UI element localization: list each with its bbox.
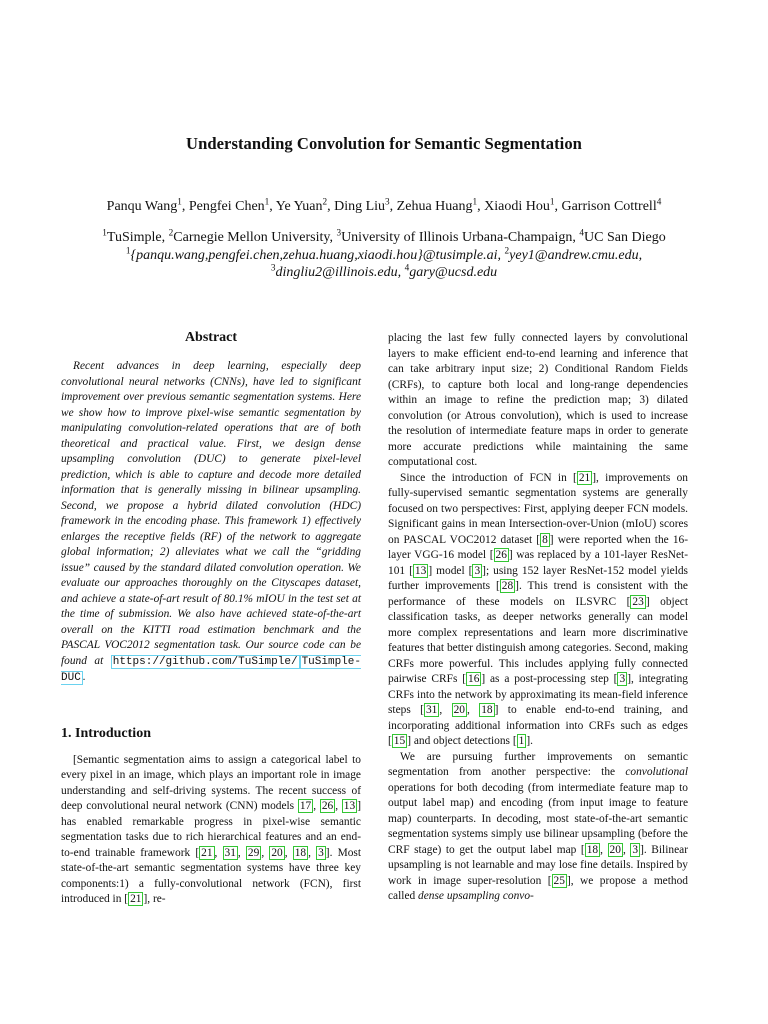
affiliation-marker: 4 [656, 196, 662, 207]
abstract-heading: Abstract [184, 330, 238, 345]
citation-link[interactable]: 20 [271, 846, 283, 859]
emphasis-text: dense upsampling convo- [418, 890, 534, 902]
email-address: {panqu.wang,pengfei.chen,zehua.huang,xiaodi.hou}@tusimple.ai, [130, 248, 505, 263]
author-name: Panqu Wang [106, 199, 178, 214]
intro-paragraph-1: [Semantic segmentation aims to assign a categorical label to every pixel in an image, which plays an important role in image understanding and self-driving systems. The recent success of deep convolutional neural network (CNN) models 17 , 26 , 13 ] has enabled remarkable progress in pixel-wise semantic segmentation tasks due to rich hierarchical features and an end-to-end trainable framework [ 21 , 31 , 29 , 20 , 18 , 3 ]. Most state-of-the-art semantic segmentation systems have three key components:1) a fully-convolutional network (FCN), first introduced in [ 21 ], re- [61, 753, 362, 905]
author-name: Ye Yuan [275, 199, 323, 214]
citation-link[interactable]: 26 [495, 549, 507, 561]
email-address: yey1@andrew.cmu.edu, [509, 248, 643, 263]
citation-link[interactable]: 21 [201, 846, 213, 859]
emphasis-text: convolutional [625, 766, 688, 778]
citation-link[interactable]: 8 [542, 533, 548, 546]
email-line-1 [0, 245, 768, 264]
left-column [61, 329, 361, 908]
email-address: gary@ucsd.edu [409, 265, 498, 280]
citation-link[interactable]: 18 [481, 704, 493, 716]
citation-link[interactable]: 18 [586, 843, 599, 856]
affiliation-marker: 3 [336, 227, 342, 238]
affiliation-marker: 1 [177, 196, 182, 207]
email-address: dingliu2@illinois.edu, [275, 265, 405, 280]
citation-link[interactable]: 25 [553, 874, 565, 887]
citation-link[interactable]: 13 [343, 800, 356, 812]
citation-link[interactable]: 31 [425, 704, 438, 716]
author-name: Garrison Cottrell [561, 199, 657, 214]
affiliation-marker: 1 [125, 245, 131, 256]
affiliation-name: University of Illinois Urbana-Champaign [341, 230, 573, 245]
abstract-text: Recent advances in deep learning, especially deep convolutional neural networks (CNNs), have led to significant improvement over previous semantic segmentation systems. Here we show how to improve pixel-wise semantic segmentation by manipulating convolution-related operations that are of both theoretical and practical value. First, we design dense upsampling convolution (DUC) to generate pixel-level prediction, which is able to capture and decode more detailed information that is generally missing in bilinear upsampling. Second, we propose a hybrid dilated convolution (HDC) framework in the encoding phase. This framework 1) effectively enlarges the receptive fields (RF) of the network to aggregate global information; 2) alleviates what we call the “gridding issue” caused by the standard dilated convolution operation. We evaluate our approaches thoroughly on the Cityscapes dataset, and achieve a state-of-art result of 80.1% mIOU in the test set at the time of submission. We also have achieved state-of-the-art overall on the KITTI road estimation benchmark and the PASCAL VOC2012 segmentation task. Our source code can be found at https://github.com/TuSimple/ TuSimple-DUC . [61, 360, 361, 684]
citation-link[interactable]: 16 [468, 673, 480, 685]
citation-link[interactable]: 23 [632, 595, 644, 608]
citation-link[interactable]: 20 [609, 843, 621, 856]
author-name: Pengfei Chen [188, 199, 265, 214]
url-link[interactable]: https://github.com/TuSimple/ [112, 655, 298, 668]
affiliation-name: Carnegie Mellon University [173, 230, 330, 245]
citation-link[interactable]: 20 [453, 704, 465, 716]
author-name: Xiaodi Hou [484, 199, 550, 214]
email-line-2 [0, 262, 768, 281]
affiliation-marker: 3 [270, 262, 276, 273]
citation-link[interactable]: 28 [501, 580, 514, 592]
citation-link[interactable]: 15 [393, 735, 406, 747]
citation-link[interactable]: 13 [414, 564, 427, 577]
citation-link[interactable]: 31 [224, 846, 236, 859]
section-heading-introduction: 1. Introduction [61, 725, 151, 741]
citation-link[interactable]: 1 [518, 735, 525, 747]
citation-link[interactable]: 26 [321, 800, 334, 812]
right-column [388, 331, 688, 905]
affiliation-list: $^1$TuSimple, $^2$Carnegie Mellon University, $^3$University of Illinois Urbana-Champaign, $^4$UC San Diego [102, 227, 666, 245]
affiliation-marker: 4 [579, 227, 585, 238]
affiliation-marker: 3 [385, 196, 390, 207]
citation-link[interactable]: 3 [619, 673, 626, 685]
author-name: Zehua Huang [396, 199, 473, 214]
affiliation-marker: 1 [549, 196, 555, 207]
affiliation-marker: 2 [168, 227, 174, 238]
citation-link[interactable]: 21 [130, 893, 142, 905]
affiliation-name: TuSimple [106, 230, 162, 245]
affiliation-marker: 1 [472, 196, 478, 207]
affiliation-marker: 4 [404, 262, 410, 273]
affiliation-marker: 2 [322, 196, 328, 207]
author-name: Ding Liu [334, 199, 386, 214]
affiliation-marker: 2 [504, 245, 510, 256]
citation-link[interactable]: 3 [318, 846, 324, 859]
url-link[interactable]: TuSimple-DUC [61, 655, 361, 684]
citation-link[interactable]: 21 [578, 471, 591, 484]
intro-paragraph-2: Since the introduction of FCN in [ 21 ], improvements on fully-supervised semantic segmentation systems are generally focused on two perspectives: First, applying deeper FCN models. Significant gains in mean Intersection-over-Union (mIoU) scores on PASCAL VOC2012 dataset [ 8 ] were reported when the 16-layer VGG-16 model [ 26 ] was replaced by a 101-layer ResNet-101 [ 13 ] model [ 3 ]; using 152 layer ResNet-152 model yields further improvements [ 28 ]. This trend is consistent with the performance of these models on ILSVRC [ 23 ] object classification tasks, as deeper networks generally can model more complex representations and learn more discriminative features that better distinguish among categories. Second, making CRFs more powerful. This includes applying fully connected pairwise CRFs [ 16 ] as a post-processing step [ 3 ], integrating CRFs into the network by approximating its mean-field inference steps [ 31 , 20 , 18 ] to enable end-to-end training, and incorporating additional information into CRFs such as edges [ 15 ] and object detections [ 1 ]. [388, 471, 688, 747]
citation-link[interactable]: 3 [632, 843, 639, 856]
citation-link[interactable]: 29 [247, 846, 260, 859]
affiliation-marker: 1 [264, 196, 270, 207]
citation-link[interactable]: 17 [299, 800, 312, 812]
author-list: Panqu Wang$^1$, Pengfei Chen$^1$, Ye Yuan$^2$, Ding Liu$^3$, Zehua Huang$^1$, Xiaodi Hou$^1$, Garrison Cottrell$^4$ [106, 196, 662, 214]
affiliation-name: UC San Diego [584, 230, 666, 245]
citation-link[interactable]: 3 [474, 564, 481, 577]
intro-paragraph-1-continued: placing the last few fully connected layers by convolutional layers to make efficient end-to-end learning and inference that can take arbitrary input size; 2) Conditional Random Fields (CRFs), to capture both local and long-range dependencies within an image to refine the prediction map; 3) dilated convolution (or Atrous convolution), which is used to increase the resolution of intermediate feature maps in order to generate more accurate predictions while maintaining the same computational cost. [388, 332, 688, 468]
affiliation-marker: 1 [102, 227, 107, 238]
paper-title: Understanding Convolution for Semantic Segmentation [186, 134, 582, 153]
intro-paragraph-3: We are pursuing further improvements on semantic segmentation from another perspective: the convolutional operations for both decoding (from intermediate feature map to output label map) and encoding (from input image to feature map) counterparts. In decoding, most state-of-the-art semantic segmentation systems simply use bilinear upsampling (before the CRF stage) to get the output label map [ 18 , 20 , 3 ]. Bilinear upsampling is not learnable and may lose fine details. Inspired by work in image super-resolution [ 25 ], we propose a method called dense upsampling convo- [388, 750, 688, 902]
citation-link[interactable]: 18 [294, 846, 307, 859]
